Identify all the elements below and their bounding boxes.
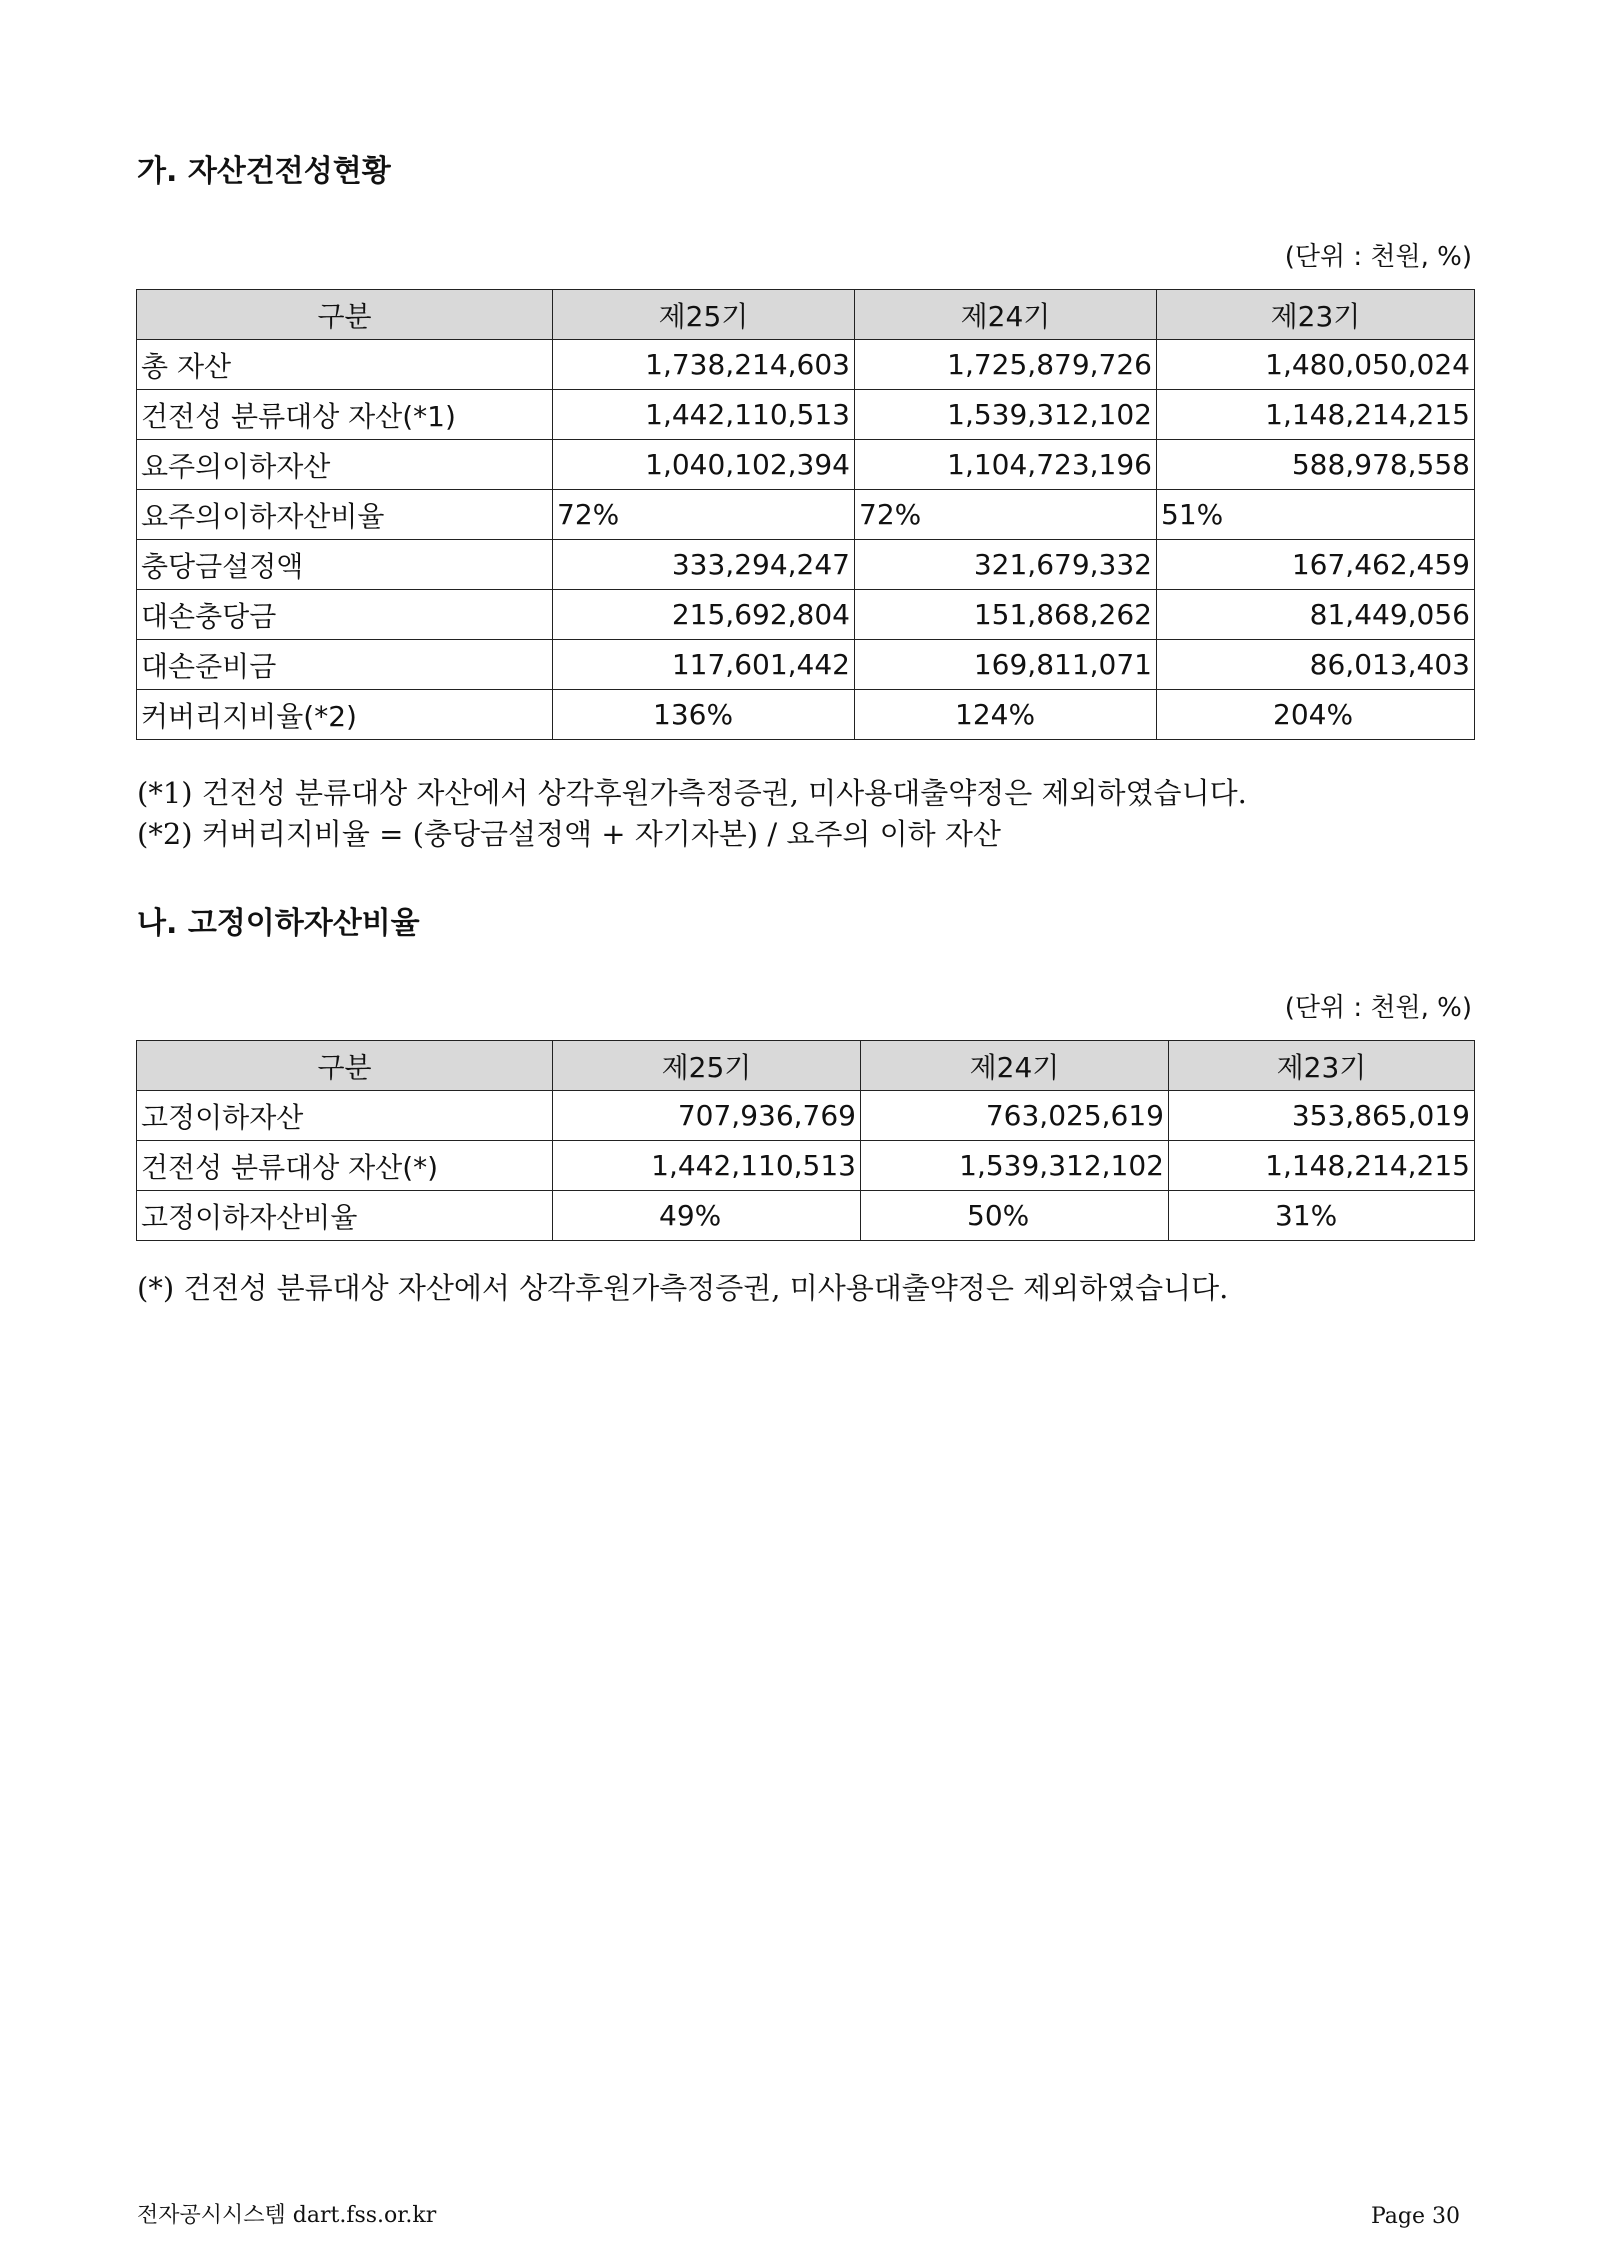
footnote-2: (*2) 커버리지비율 = (충당금설정액 + 자기자본) / 요주의 이하 자산 [137,817,1001,851]
substandard-assets-table [136,1040,1475,1241]
cell-value: 1,104,723,196 [855,440,1157,490]
cell-value: 169,811,071 [855,640,1157,690]
table-row [137,440,1475,490]
cell-value: 204% [1157,690,1475,740]
cell-value: 72% [855,490,1157,540]
cell-value: 31% [1169,1191,1475,1241]
row-label: 총 자산 [137,340,553,390]
cell-value: 1,480,050,024 [1157,340,1475,390]
cell-value: 136% [553,690,855,740]
row-label: 고정이하자산비율 [137,1191,553,1241]
header-period-23: 제23기 [1169,1041,1475,1091]
row-label: 대손충당금 [137,590,553,640]
cell-value: 124% [855,690,1157,740]
table-row [137,640,1475,690]
cell-value: 763,025,619 [861,1091,1169,1141]
cell-value: 81,449,056 [1157,590,1475,640]
cell-value: 1,539,312,102 [861,1141,1169,1191]
row-label: 요주의이하자산비율 [137,490,553,540]
asset-soundness-table [136,289,1475,740]
table-header-row [137,290,1475,340]
table-row [137,590,1475,640]
cell-value: 1,725,879,726 [855,340,1157,390]
header-category: 구분 [137,290,553,340]
row-label: 건전성 분류대상 자산(*) [137,1141,553,1191]
header-category: 구분 [137,1041,553,1091]
cell-value: 321,679,332 [855,540,1157,590]
row-label: 대손준비금 [137,640,553,690]
cell-value: 51% [1157,490,1475,540]
cell-value: 117,601,442 [553,640,855,690]
cell-value: 49% [553,1191,861,1241]
cell-value: 215,692,804 [553,590,855,640]
section-title-asset-soundness: 가. 자산건전성현황 [137,154,391,189]
cell-value: 1,738,214,603 [553,340,855,390]
table-header-row [137,1041,1475,1091]
header-period-23: 제23기 [1157,290,1475,340]
cell-value: 151,868,262 [855,590,1157,640]
cell-value: 167,462,459 [1157,540,1475,590]
row-label: 충당금설정액 [137,540,553,590]
table-row [137,490,1475,540]
cell-value: 1,442,110,513 [553,390,855,440]
row-label: 고정이하자산 [137,1091,553,1141]
row-label: 건전성 분류대상 자산(*1) [137,390,553,440]
footer-page-number: Page 30 [1370,2204,1460,2229]
unit-label: (단위 : 천원, %) [1284,242,1472,272]
table-row [137,1191,1475,1241]
unit-label: (단위 : 천원, %) [1284,993,1472,1023]
row-label: 커버리지비율(*2) [137,690,553,740]
cell-value: 588,978,558 [1157,440,1475,490]
cell-value: 353,865,019 [1169,1091,1475,1141]
footnote-b: (*) 건전성 분류대상 자산에서 상각후원가측정증권, 미사용대출약정은 제외하였습니다. [137,1271,1229,1305]
cell-value: 86,013,403 [1157,640,1475,690]
footer-source: 전자공시시스템 dart.fss.or.kr [137,2203,437,2228]
row-label: 요주의이하자산 [137,440,553,490]
cell-value: 707,936,769 [553,1091,861,1141]
table-row [137,1091,1475,1141]
table-row [137,690,1475,740]
footnote-1: (*1) 건전성 분류대상 자산에서 상각후원가측정증권, 미사용대출약정은 제외하였습니다. [137,776,1247,810]
table-row [137,390,1475,440]
header-period-24: 제24기 [861,1041,1169,1091]
table-row [137,340,1475,390]
cell-value: 333,294,247 [553,540,855,590]
cell-value: 1,148,214,215 [1157,390,1475,440]
cell-value: 50% [861,1191,1169,1241]
section-title-substandard-ratio: 나. 고정이하자산비율 [137,906,420,941]
cell-value: 72% [553,490,855,540]
cell-value: 1,442,110,513 [553,1141,861,1191]
cell-value: 1,539,312,102 [855,390,1157,440]
table-row [137,1141,1475,1191]
cell-value: 1,148,214,215 [1169,1141,1475,1191]
table-row [137,540,1475,590]
header-period-25: 제25기 [553,290,855,340]
cell-value: 1,040,102,394 [553,440,855,490]
header-period-24: 제24기 [855,290,1157,340]
header-period-25: 제25기 [553,1041,861,1091]
